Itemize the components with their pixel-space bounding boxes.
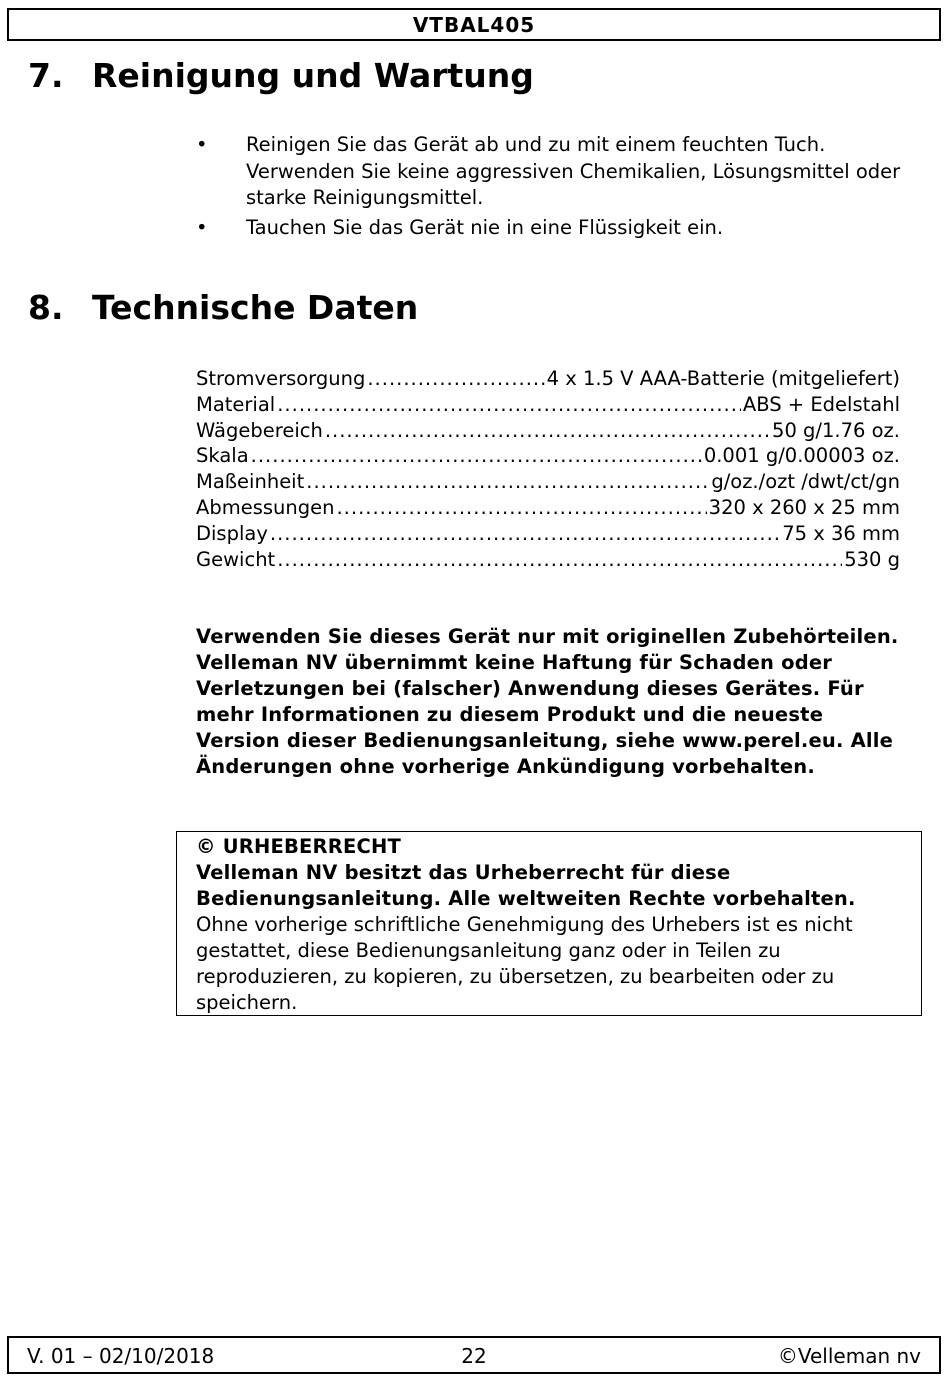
dot-leader xyxy=(277,547,842,573)
page-header xyxy=(7,8,941,41)
section-number: 8. xyxy=(28,288,64,327)
bullet-icon: • xyxy=(196,133,208,156)
spec-value: 0.001 g/0.00003 oz. xyxy=(703,444,900,468)
spec-value: 530 g xyxy=(844,547,900,571)
spec-value: g/oz./ozt /dwt/ct/gn xyxy=(711,470,900,494)
list-item xyxy=(196,215,916,242)
spec-row xyxy=(196,366,900,392)
dot-leader xyxy=(270,521,780,547)
spec-row xyxy=(196,418,900,444)
spec-label: Gewicht xyxy=(196,547,276,571)
copyright-body-text: Ohne vorherige schriftliche Genehmigung des Urhebers ist es nicht gestattet, diese Bedienungsanleitung ganz oder in Teilen zu reproduzieren, zu kopieren, zu übersetzen, zu bearbeiten oder zu speichern. xyxy=(196,913,853,1014)
spec-label: Wägebereich xyxy=(196,418,323,442)
page-number: 22 xyxy=(461,1344,487,1368)
spec-table xyxy=(196,366,900,572)
bullet-text: Tauchen Sie das Gerät nie in eine Flüssigkeit ein. xyxy=(246,215,724,239)
spec-row xyxy=(196,469,900,495)
copyright-bold-text: Velleman NV besitzt das Urheberrecht für diese Bedienungsanleitung. Alle weltweiten Rechte vorbehalten. xyxy=(196,861,856,910)
spec-value: 320 x 260 x 25 mm xyxy=(708,495,900,519)
page-footer xyxy=(7,1336,941,1374)
dot-leader xyxy=(251,443,702,469)
spec-label: Material xyxy=(196,392,276,416)
spec-label: Maßeinheit xyxy=(196,470,305,494)
spec-row xyxy=(196,521,900,547)
dot-leader xyxy=(306,469,709,495)
section-heading-specs xyxy=(28,288,418,327)
spec-row xyxy=(196,443,900,469)
disclaimer-text: Verwenden Sie dieses Gerät nur mit originellen Zubehörteilen. Velleman NV übernimmt keine Haftung für Schaden oder Verletzungen bei (falscher) Anwendung dieses Gerätes. Für mehr Informationen zu diesem Produkt und die neueste Version dieser Bedienungsanleitung, siehe www.perel.eu. Alle Änderungen ohne vorherige Ankündigung vorbehalten. xyxy=(196,625,899,778)
bullet-icon: • xyxy=(196,215,208,239)
spec-value: 4 x 1.5 V AAA-Batterie (mitgeliefert) xyxy=(546,367,900,390)
spec-value: ABS + Edelstahl xyxy=(742,392,900,416)
list-item xyxy=(196,132,916,212)
bullet-text: Reinigen Sie das Gerät ab und zu mit einem feuchten Tuch. Verwenden Sie keine aggressiven Chemikalien, Lösungsmittel oder starke Reinigungsmittel. xyxy=(246,133,901,209)
dot-leader xyxy=(367,366,544,392)
spec-label: Abmessungen xyxy=(196,495,335,519)
dot-leader xyxy=(336,495,706,521)
company-copyright: ©Velleman nv xyxy=(777,1344,921,1368)
section-number: 7. xyxy=(28,56,64,95)
model-number: VTBAL405 xyxy=(412,13,536,37)
section-title: Reinigung und Wartung xyxy=(92,56,534,95)
spec-value: 50 g/1.76 oz. xyxy=(772,418,900,442)
cleaning-bullet-list xyxy=(196,132,916,244)
spec-row xyxy=(196,392,900,418)
version-date: V. 01 – 02/10/2018 xyxy=(27,1344,215,1368)
spec-row xyxy=(196,547,900,573)
section-title: Technische Daten xyxy=(92,288,419,327)
spec-value: 75 x 36 mm xyxy=(782,521,900,545)
copyright-heading: © URHEBERRECHT xyxy=(196,835,402,858)
spec-label: Stromversorgung xyxy=(196,367,366,390)
spec-label: Display xyxy=(196,521,268,545)
section-heading-cleaning xyxy=(28,56,534,95)
dot-leader xyxy=(325,418,770,444)
spec-row xyxy=(196,495,900,521)
spec-label: Skala xyxy=(196,444,249,468)
dot-leader xyxy=(277,392,741,418)
copyright-notice xyxy=(176,831,922,1016)
